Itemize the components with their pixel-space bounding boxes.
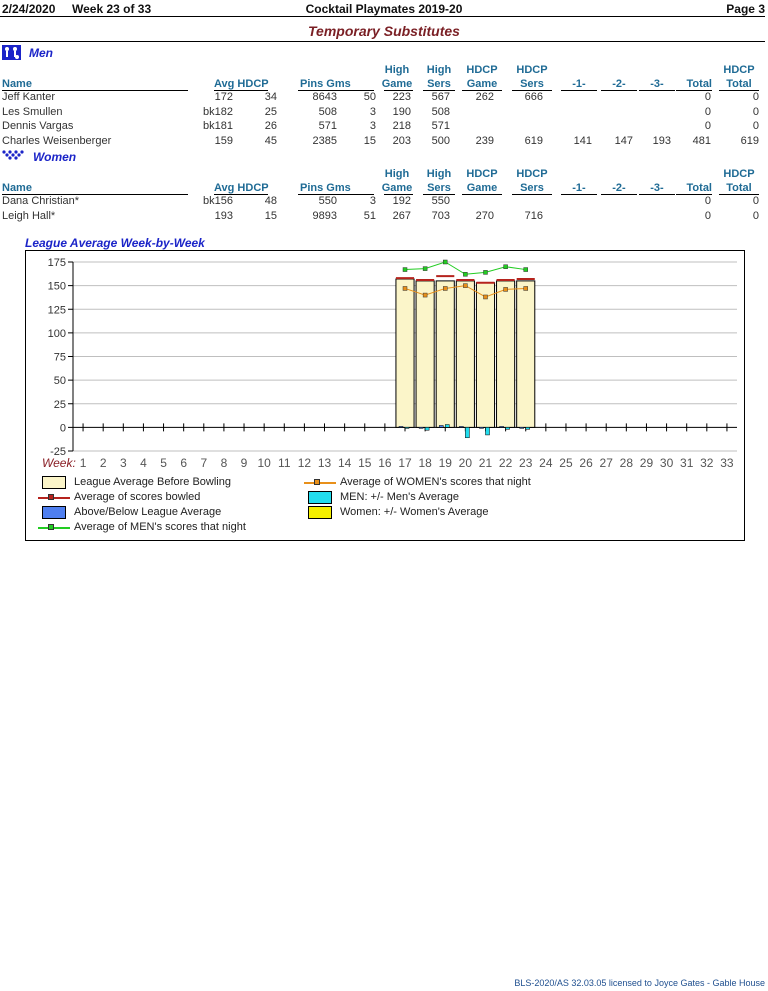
x-tick-label: 1 — [79, 456, 87, 470]
bar-league-average — [517, 281, 535, 427]
license-footer: BLS-2020/AS 32.03.05 licensed to Joyce Gates - Gable House — [514, 978, 765, 988]
table-row — [0, 195, 768, 209]
x-tick-label: 10 — [257, 456, 271, 470]
avg-cell: 159 — [214, 134, 233, 147]
pins-cell: 571 — [318, 120, 337, 132]
avg-cell: 193 — [214, 209, 233, 222]
legend-marker — [314, 479, 320, 485]
total-cell: 0 — [704, 209, 711, 222]
x-tick-label: 7 — [200, 456, 208, 470]
x-tick-label: 12 — [297, 456, 312, 470]
delta-bar — [485, 427, 489, 435]
men-bowler-icon — [2, 45, 21, 60]
gms-cell: 3 — [369, 195, 376, 207]
high-sers-cell: 571 — [431, 120, 450, 132]
men-col-game-1: -1- — [572, 78, 586, 90]
bar-league-average — [456, 281, 474, 427]
legend-swatch — [308, 491, 332, 504]
hdcp-cell: 26 — [264, 120, 277, 132]
hdcp-cell: 48 — [264, 195, 277, 207]
legend-label: MEN: +/- Men's Average — [340, 491, 459, 503]
y-tick-label: 175 — [47, 257, 66, 269]
bar-league-average — [476, 283, 494, 428]
x-tick-label: 15 — [358, 456, 372, 470]
men-col-hdcp-game-top: HDCP — [466, 64, 498, 76]
men-col-avg-hdcp: Avg HDCP — [214, 78, 269, 90]
women-section-label: Women — [33, 150, 77, 164]
women-col-hdcp-sers-top: HDCP — [516, 168, 548, 180]
men-average-point — [524, 268, 528, 272]
x-tick-label: 17 — [398, 456, 412, 470]
legend-swatch — [304, 482, 336, 484]
hdcp-cell: 15 — [264, 209, 277, 222]
g2-cell: 147 — [614, 134, 633, 147]
high-sers-cell: 703 — [431, 209, 450, 222]
g3-cell: 193 — [652, 134, 671, 147]
x-tick-label: 25 — [559, 456, 573, 470]
men-average-point — [423, 267, 427, 271]
name-cell: Leigh Hall* — [2, 209, 56, 222]
high-sers-cell: 567 — [431, 91, 450, 103]
x-tick-label: 2 — [99, 456, 107, 470]
x-tick-label: 3 — [119, 456, 127, 470]
men-average-point — [443, 260, 447, 264]
x-tick-label: 23 — [519, 456, 533, 470]
men-average-point — [504, 265, 508, 269]
x-tick-label: 5 — [160, 456, 167, 470]
hdcp-game-cell: 262 — [475, 91, 494, 103]
y-tick-label: -25 — [50, 446, 66, 458]
men-col-hdcp-sers-bottom: Sers — [520, 78, 544, 90]
high-game-cell: 218 — [392, 120, 411, 132]
page-title: Temporary Substitutes — [308, 23, 460, 39]
women-average-point — [524, 286, 528, 290]
men-col-high-game-bottom: Game — [381, 78, 413, 90]
legend-marker — [48, 494, 54, 500]
x-tick-label: 19 — [438, 456, 452, 470]
avg-cell: 172 — [214, 91, 233, 103]
delta-bar — [399, 426, 403, 427]
high-game-cell: 223 — [392, 91, 411, 103]
y-tick-label: 100 — [47, 327, 66, 340]
men-col-game-2: -2- — [612, 78, 626, 90]
legend-marker — [48, 524, 54, 530]
x-tick-label: 31 — [680, 456, 694, 470]
delta-bar — [479, 427, 483, 428]
delta-bar — [445, 425, 449, 428]
pins-cell: 508 — [318, 105, 337, 118]
women-col-total: Total — [686, 182, 712, 194]
gms-cell: 3 — [369, 105, 376, 118]
men-average-point — [463, 272, 467, 276]
legend-swatch — [308, 506, 332, 519]
name-cell: Jeff Kanter — [2, 91, 55, 103]
table-row — [0, 106, 768, 120]
delta-bar — [459, 426, 463, 427]
total-cell: 481 — [692, 134, 711, 147]
report-week: Week 23 of 33 — [72, 2, 152, 16]
header-rule — [0, 16, 765, 17]
x-tick-label: 21 — [478, 456, 493, 470]
x-tick-label: 8 — [220, 456, 228, 470]
women-col-hdcp-total-bottom: Total — [726, 182, 752, 194]
women-col-pins-gms: Pins Gms — [300, 182, 351, 194]
total-cell: 0 — [704, 105, 711, 118]
gms-cell: 3 — [369, 120, 376, 132]
high-sers-cell: 508 — [431, 105, 450, 118]
women-col-high-sers-bottom: Sers — [427, 182, 451, 194]
high-game-cell: 203 — [392, 134, 411, 147]
women-col-high-game-top: High — [384, 168, 410, 180]
hdcp-cell: 34 — [264, 91, 277, 103]
legend-swatch — [38, 497, 70, 499]
women-col-game-1: -1- — [572, 182, 586, 194]
legend-label: Average of scores bowled — [74, 491, 201, 503]
avg-cell: bk182 — [203, 105, 233, 118]
hdcp-cell: 45 — [264, 134, 277, 147]
league-name: Cocktail Playmates 2019-20 — [305, 2, 463, 16]
bar-league-average — [416, 281, 434, 427]
men-col-hdcp-total-bottom: Total — [726, 78, 752, 90]
bar-league-average — [396, 279, 414, 427]
delta-bar — [526, 427, 530, 429]
total-cell: 0 — [704, 195, 711, 207]
men-col-high-sers-bottom: Sers — [427, 78, 451, 90]
men-col-hdcp-total-top: HDCP — [723, 64, 755, 76]
x-tick-label: 4 — [140, 456, 147, 470]
legend-label: Average of MEN's scores that night — [74, 521, 246, 533]
women-average-point — [423, 293, 427, 297]
women-average-point — [443, 286, 447, 290]
report-date: 2/24/2020 — [2, 2, 56, 16]
table-row — [0, 210, 768, 224]
x-tick-label: 9 — [240, 456, 248, 470]
delta-bar — [500, 426, 504, 427]
x-tick-label: 30 — [659, 456, 674, 470]
y-tick-label: 0 — [59, 422, 66, 435]
legend-label: League Average Before Bowling — [74, 476, 231, 488]
women-col-avg-hdcp: Avg HDCP — [214, 182, 269, 194]
total-cell: 0 — [704, 91, 711, 103]
men-col-game-3: -3- — [650, 78, 664, 90]
x-tick-label: 6 — [180, 456, 188, 470]
gms-cell: 50 — [363, 91, 376, 103]
men-col-pins-gms: Pins Gms — [300, 78, 351, 90]
y-tick-label: 75 — [53, 351, 66, 364]
legend-label: Average of WOMEN's scores that night — [340, 476, 531, 488]
hdcp-sers-cell: 666 — [524, 91, 543, 103]
women-col-hdcp-game-bottom: Game — [466, 182, 498, 194]
table-row — [0, 135, 768, 149]
x-tick-label: 24 — [539, 456, 553, 470]
women-pins-icon — [2, 150, 24, 160]
men-col-hdcp-game-bottom: Game — [466, 78, 498, 90]
y-tick-label: 125 — [47, 304, 66, 317]
x-tick-label: 28 — [619, 456, 634, 470]
delta-bar — [465, 427, 469, 437]
men-col-hdcp-sers-top: HDCP — [516, 64, 548, 76]
men-section-label: Men — [29, 46, 53, 60]
total-cell: 0 — [704, 120, 711, 132]
hdcp-cell: 25 — [264, 105, 277, 118]
high-sers-cell: 550 — [431, 195, 450, 207]
men-average-point — [403, 268, 407, 272]
name-cell: Charles Weisenberger — [2, 134, 112, 147]
x-tick-label: 18 — [418, 456, 432, 470]
hdcp-total-cell: 0 — [752, 105, 759, 118]
y-tick-label: 25 — [53, 398, 66, 411]
name-cell: Dennis Vargas — [2, 120, 74, 132]
high-game-cell: 267 — [392, 209, 411, 222]
hdcp-total-cell: 0 — [752, 195, 759, 207]
hdcp-sers-cell: 619 — [524, 134, 543, 147]
men-average-point — [483, 270, 487, 274]
delta-bar — [425, 427, 429, 430]
x-axis-label: Week: — [42, 456, 76, 470]
hdcp-sers-cell: 716 — [524, 209, 543, 222]
men-col-name: Name — [2, 78, 32, 90]
men-col-high-sers-top: High — [426, 64, 452, 76]
legend-swatch — [42, 506, 66, 519]
legend-swatch — [38, 527, 70, 529]
x-tick-label: 27 — [599, 456, 613, 470]
bar-league-average — [436, 281, 454, 427]
men-col-total: Total — [686, 78, 712, 90]
women-average-point — [483, 295, 487, 299]
delta-bar — [506, 427, 510, 429]
delta-bar — [439, 425, 443, 427]
women-col-game-3: -3- — [650, 182, 664, 194]
x-tick-label: 29 — [639, 456, 654, 470]
x-tick-label: 33 — [720, 456, 734, 470]
x-tick-label: 22 — [498, 456, 513, 470]
women-average-point — [504, 287, 508, 291]
gms-cell: 51 — [363, 209, 376, 222]
avg-cell: bk181 — [203, 120, 233, 132]
delta-bar — [520, 427, 524, 428]
pins-cell: 9893 — [312, 209, 337, 222]
legend-label: Women: +/- Women's Average — [340, 506, 489, 518]
hdcp-total-cell: 0 — [752, 91, 759, 103]
legend-label: Above/Below League Average — [74, 506, 222, 518]
y-tick-label: 150 — [47, 280, 66, 293]
delta-bar — [405, 427, 409, 428]
women-col-name: Name — [2, 182, 32, 194]
women-average-point — [463, 284, 467, 288]
table-row — [0, 91, 768, 105]
women-col-high-sers-top: High — [426, 168, 452, 180]
men-col-high-game-top: High — [384, 64, 410, 76]
women-col-hdcp-game-top: HDCP — [466, 168, 498, 180]
table-row — [0, 120, 768, 134]
women-col-high-game-bottom: Game — [381, 182, 413, 194]
name-cell: Dana Christian* — [2, 195, 80, 207]
chart-title: League Average Week-by-Week — [25, 236, 205, 250]
name-cell: Les Smullen — [2, 105, 63, 118]
bar-league-average — [497, 281, 515, 427]
title-rule — [0, 41, 765, 42]
pins-cell: 8643 — [312, 91, 337, 103]
hdcp-total-cell: 0 — [752, 209, 759, 222]
hdcp-total-cell: 0 — [752, 120, 759, 132]
gms-cell: 15 — [363, 134, 376, 147]
women-col-game-2: -2- — [612, 182, 626, 194]
x-tick-label: 26 — [579, 456, 593, 470]
avg-cell: bk156 — [203, 195, 233, 207]
x-tick-label: 11 — [278, 456, 291, 470]
g1-cell: 141 — [573, 134, 592, 147]
x-tick-label: 20 — [458, 456, 473, 470]
high-sers-cell: 500 — [431, 134, 450, 147]
women-col-hdcp-total-top: HDCP — [723, 168, 755, 180]
x-tick-label: 16 — [378, 456, 392, 470]
y-tick-label: 50 — [53, 375, 66, 388]
page-number: Page 3 — [726, 2, 765, 16]
women-average-point — [403, 286, 407, 290]
x-tick-label: 32 — [700, 456, 714, 470]
hdcp-game-cell: 239 — [475, 134, 494, 147]
hdcp-game-cell: 270 — [475, 209, 494, 222]
x-tick-label: 13 — [317, 456, 332, 470]
high-game-cell: 190 — [392, 105, 411, 118]
pins-cell: 550 — [318, 195, 337, 207]
high-game-cell: 192 — [392, 195, 411, 207]
legend-swatch — [42, 476, 66, 489]
hdcp-total-cell: 619 — [740, 134, 759, 147]
x-tick-label: 14 — [337, 456, 352, 470]
delta-bar — [419, 427, 423, 428]
women-col-hdcp-sers-bottom: Sers — [520, 182, 544, 194]
pins-cell: 2385 — [312, 134, 337, 147]
